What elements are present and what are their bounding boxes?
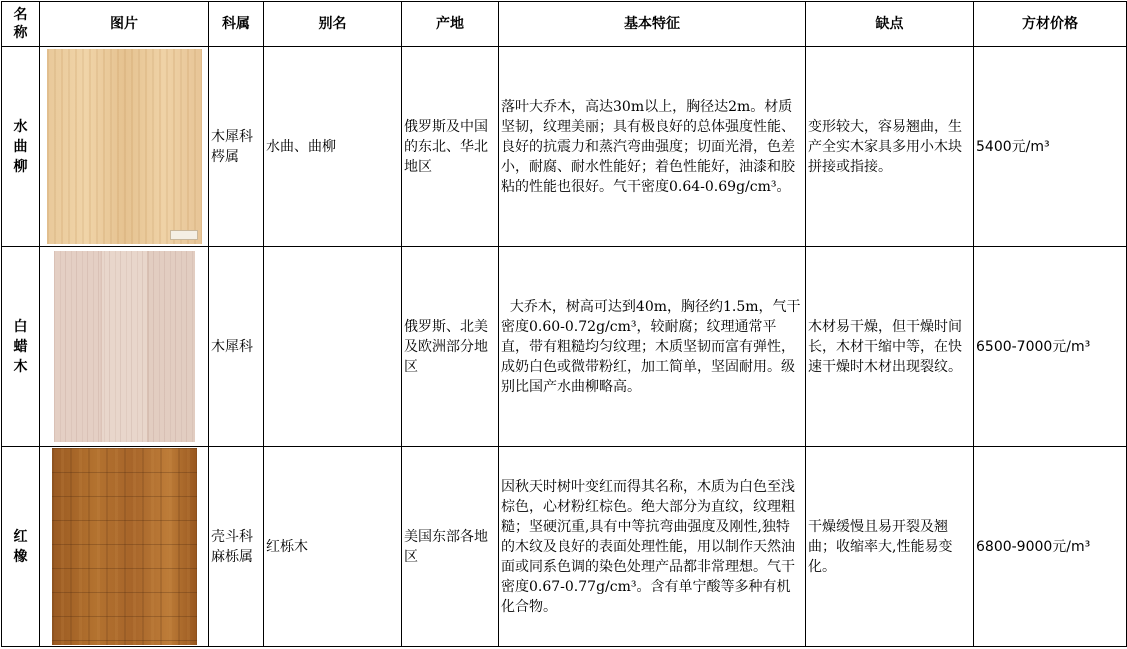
wood-picture-cell — [40, 47, 209, 247]
header-features: 基本特征 — [499, 2, 806, 47]
wood-family: 木犀科 — [209, 247, 264, 447]
label-sticker-icon — [170, 230, 198, 240]
wood-features: 大乔木，树高可达到40m，胸径约1.5m，气干密度0.60-0.72g/cm³，较耐腐；纹理通常平直，带有粗糙均匀纹理；木质坚韧而富有弹性，成奶白色或微带粉红，加工简单，坚固耐用。级别比国产水曲柳略高。 — [499, 247, 806, 447]
wood-defects: 木材易干燥，但干燥时间长，木材干缩中等，在快速干燥时木材出现裂纹。 — [806, 247, 974, 447]
wood-origin: 俄罗斯、北美及欧洲部分地区 — [402, 247, 499, 447]
wood-defects: 变形较大，容易翘曲，生产全实木家具多用小木块拼接或指接。 — [806, 47, 974, 247]
wood-family: 壳斗科麻栎属 — [209, 447, 264, 647]
wood-comparison-table — [1, 1, 1127, 647]
wood-alias: 红栎木 — [264, 447, 402, 647]
wood-origin: 俄罗斯及中国的东北、华北地区 — [402, 47, 499, 247]
pale-white-ash-wood-swatch-icon — [54, 251, 195, 442]
wood-name: 白蜡木 — [2, 247, 40, 447]
wood-name: 水曲柳 — [2, 47, 40, 247]
header-price: 方材价格 — [974, 2, 1127, 47]
wood-price: 6500-7000元/m³ — [974, 247, 1127, 447]
wood-alias — [264, 247, 402, 447]
wood-features: 落叶大乔木，高达30m以上，胸径达2m。材质坚韧，纹理美丽；具有极良好的总体强度性能、良好的抗震力和蒸汽弯曲强度；切面光滑，色差小，耐腐、耐水性能好；着色性能好，油漆和胶粘的性能也很好。气干密度0.64-0.69g/cm³。 — [499, 47, 806, 247]
wood-origin: 美国东部各地区 — [402, 447, 499, 647]
table-row — [2, 47, 1127, 247]
wood-name: 红橡 — [2, 447, 40, 647]
table-row — [2, 247, 1127, 447]
header-name-text: 名称 — [13, 7, 28, 41]
header-row — [2, 2, 1127, 47]
header-defects: 缺点 — [806, 2, 974, 47]
header-alias: 别名 — [264, 2, 402, 47]
light-ash-wood-swatch-icon — [47, 49, 202, 244]
red-oak-wood-swatch-icon — [52, 448, 197, 645]
header-name — [2, 2, 40, 47]
wood-alias: 水曲、曲柳 — [264, 47, 402, 247]
wood-picture-cell — [40, 247, 209, 447]
wood-price: 5400元/m³ — [974, 47, 1127, 247]
header-picture: 图片 — [40, 2, 209, 47]
header-origin: 产地 — [402, 2, 499, 47]
header-family: 科属 — [209, 2, 264, 47]
wood-picture-cell — [40, 447, 209, 647]
wood-features: 因秋天时树叶变红而得其名称，木质为白色至浅棕色，心材粉红棕色。绝大部分为直纹，纹理粗糙；坚硬沉重,具有中等抗弯曲强度及刚性,独特的木纹及良好的表面处理性能，用以制作天然油面或同系色调的染色处理产品都非常理想。气干密度0.67-0.77g/cm³。含有单宁酸等多种有机化合物。 — [499, 447, 806, 647]
table-row — [2, 447, 1127, 647]
wood-family: 木犀科梣属 — [209, 47, 264, 247]
wood-price: 6800-9000元/m³ — [974, 447, 1127, 647]
wood-defects: 干燥缓慢且易开裂及翘曲；收缩率大,性能易变化。 — [806, 447, 974, 647]
